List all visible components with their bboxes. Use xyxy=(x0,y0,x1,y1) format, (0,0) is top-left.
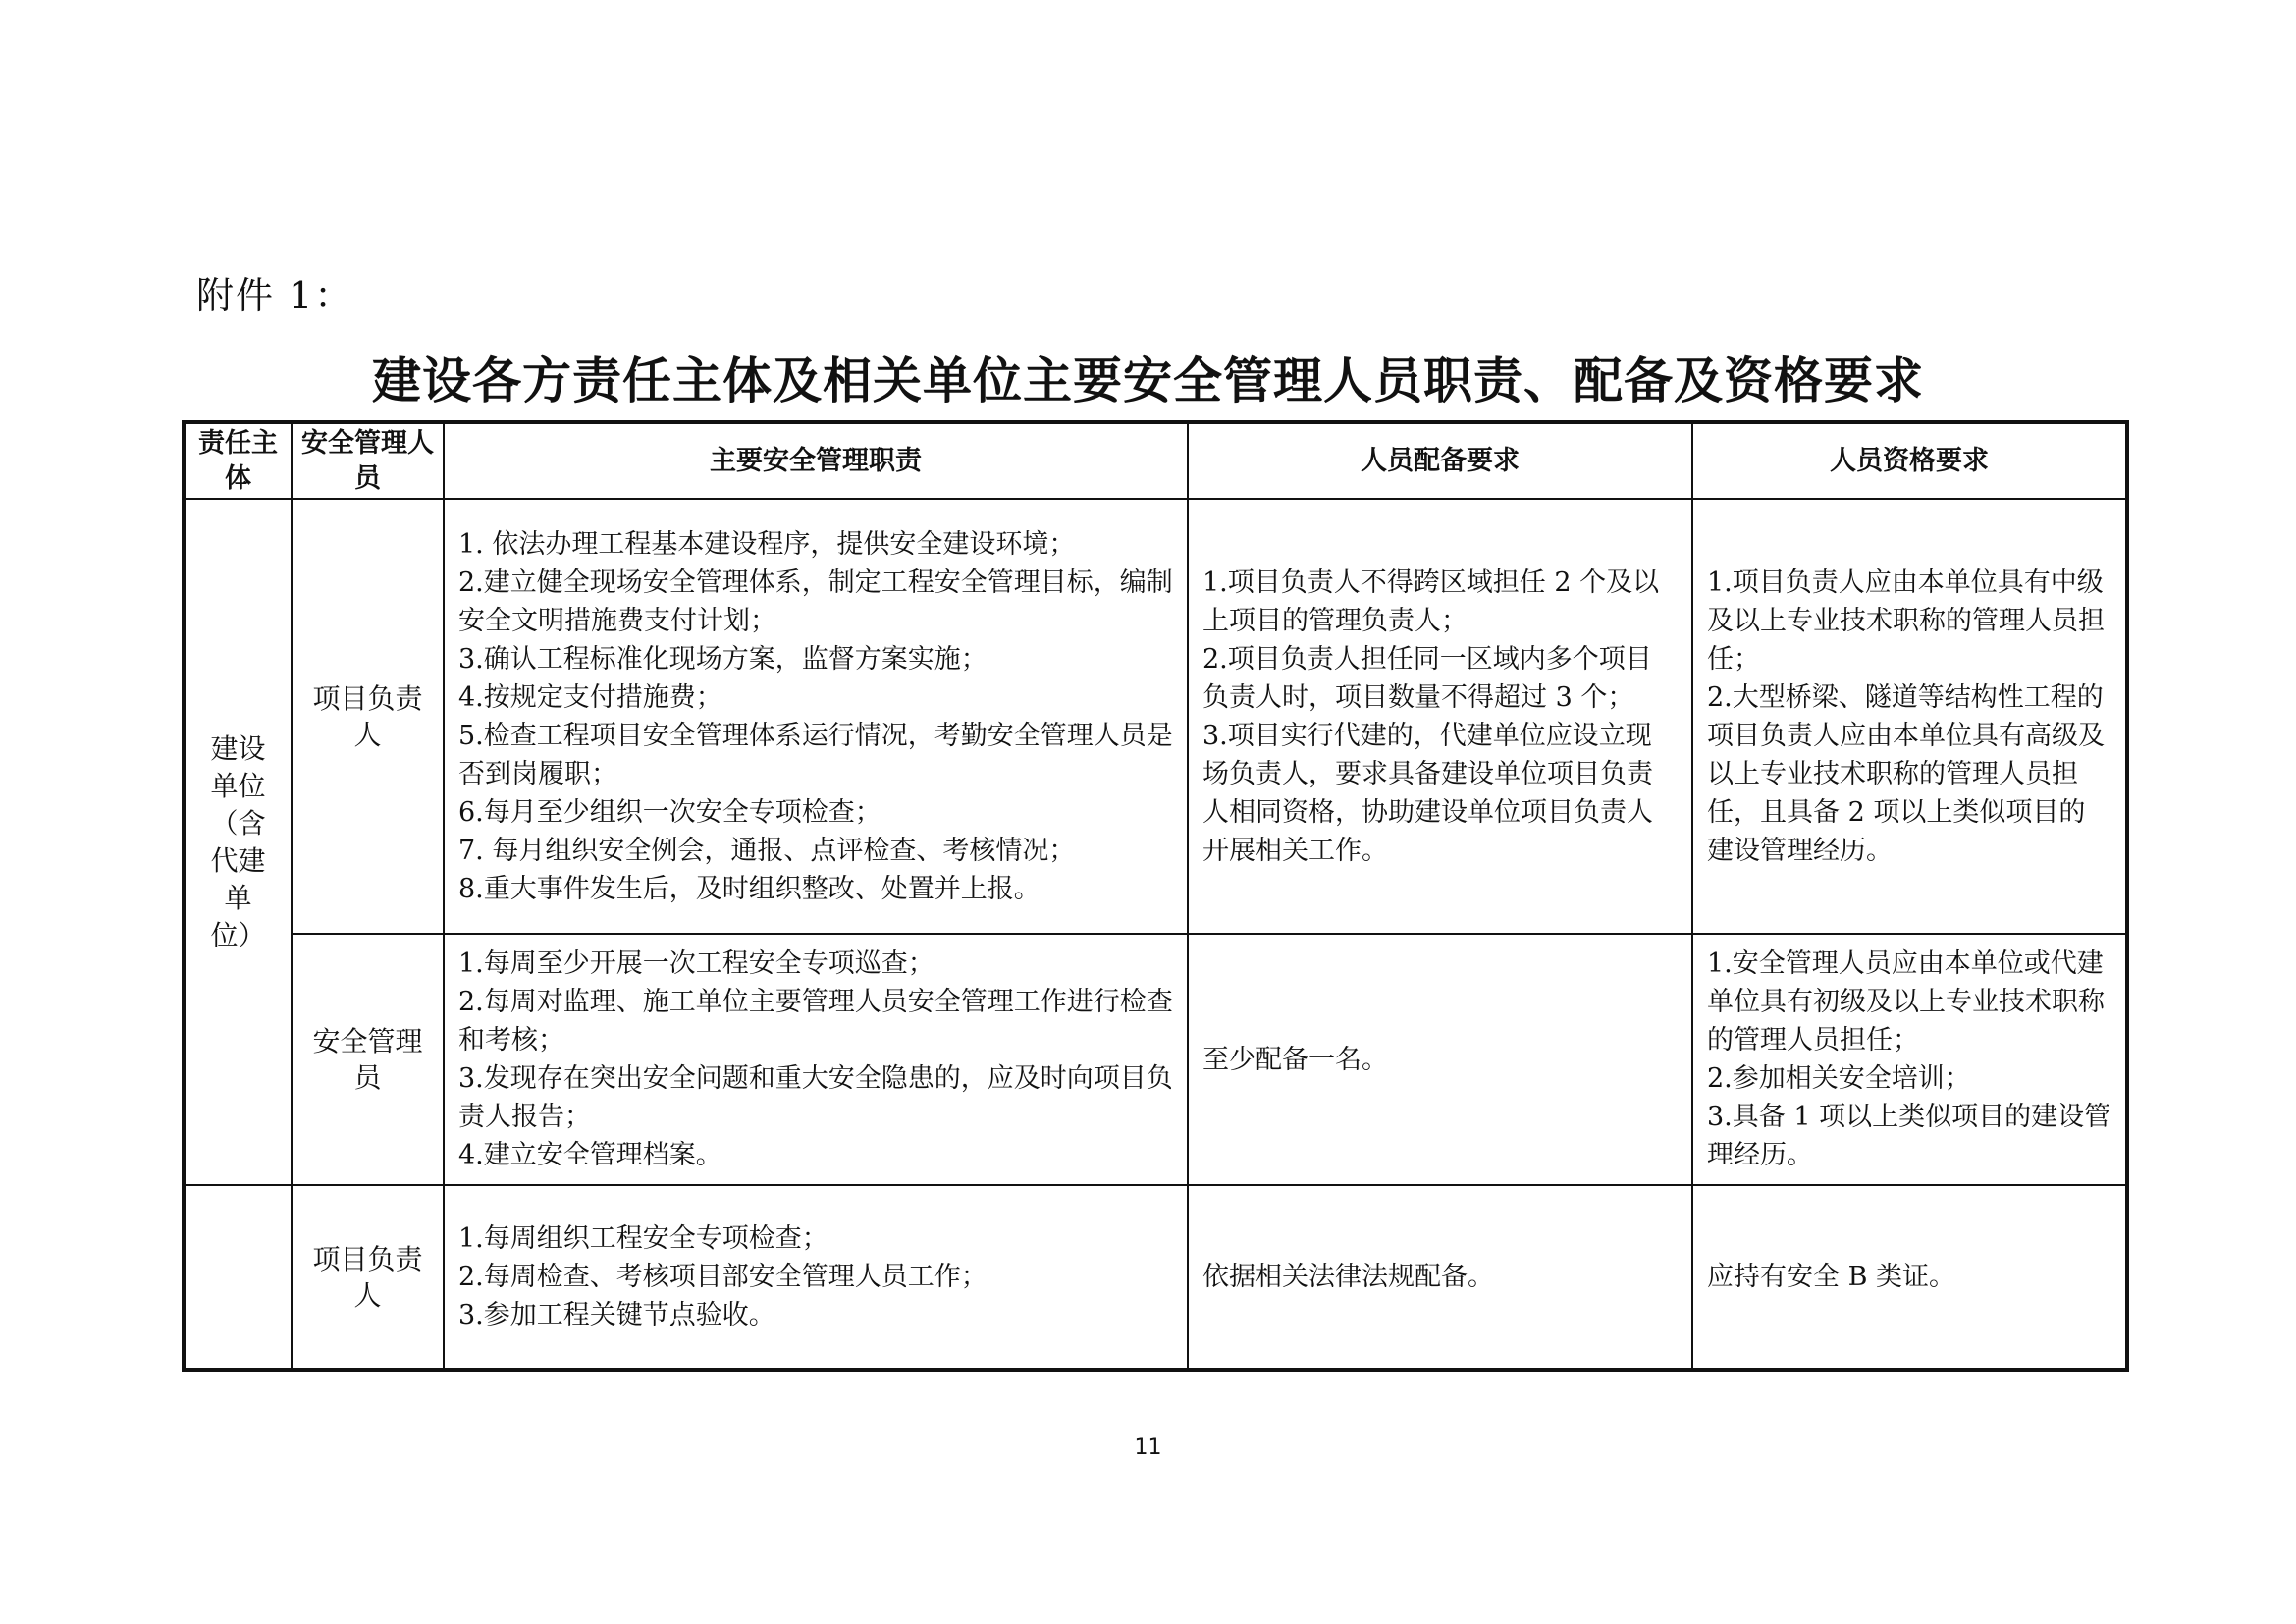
qualification-item: 1.项目负责人应由本单位具有中级及以上专业技术职称的管理人员担任； xyxy=(1707,567,2105,675)
qualification-item: 1.安全管理人员应由本单位或代建单位具有初级及以上专业技术职称的管理人员担任； xyxy=(1707,948,2105,1056)
qualification-cell xyxy=(1692,499,2127,934)
duty-item: 4.按规定支付措施费； xyxy=(458,681,722,713)
header-entity: 责任主体 xyxy=(184,422,292,499)
staffing-cell xyxy=(1188,934,1692,1185)
duty-item: 1.每周组织工程安全专项检查； xyxy=(458,1223,828,1254)
duty-item: 2.每周检查、考核项目部安全管理人员工作； xyxy=(458,1262,988,1292)
duties-cell xyxy=(444,499,1188,934)
entity-cell xyxy=(184,1185,292,1370)
staffing-item: 3.项目实行代建的，代建单位应设立现场负责人，要求具备建设单位项目负责人相同资格，协助建设单位项目负责人开展相关工作。 xyxy=(1202,720,1653,866)
page-number: 11 xyxy=(1134,1435,1162,1460)
entity-cell xyxy=(184,499,292,1185)
table-row xyxy=(184,499,2127,934)
duty-item: 4.建立安全管理档案。 xyxy=(458,1140,722,1170)
table-row xyxy=(184,934,2127,1185)
responsibility-table xyxy=(182,420,2129,1372)
duty-item: 6.每月至少组织一次安全专项检查； xyxy=(458,796,881,828)
qualification-item: 2.大型桥梁、隧道等结构性工程的项目负责人应由本单位具有高级及以上专业技术职称的管理人员担任，且具备 2 项以上类似项目的建设管理经历。 xyxy=(1707,681,2105,866)
qualification-item: 应持有安全 B 类证。 xyxy=(1707,1262,1956,1292)
duty-item: 2.建立健全现场安全管理体系，制定工程安全管理目标，编制安全文明措施费支付计划； xyxy=(458,567,1173,636)
duty-item: 5.检查工程项目安全管理体系运行情况，考勤安全管理人员是否到岗履职； xyxy=(458,720,1173,789)
staffing-item: 1.项目负责人不得跨区域担任 2 个及以上项目的管理负责人； xyxy=(1202,567,1660,636)
qualification-item: 3.具备 1 项以上类似项目的建设管理经历。 xyxy=(1707,1102,2111,1170)
duty-item: 1.每周至少开展一次工程安全专项巡查； xyxy=(458,948,934,979)
staffing-item: 至少配备一名。 xyxy=(1202,1044,1388,1075)
duty-item: 8.重大事件发生后，及时组织整改、处置并上报。 xyxy=(458,873,1041,904)
attachment-label: 附件 1： xyxy=(196,274,354,317)
document-title: 建设各方责任主体及相关单位主要安全管理人员职责、配备及资格要求 xyxy=(372,352,1924,409)
qualification-cell xyxy=(1692,1185,2127,1370)
header-duties: 主要安全管理职责 xyxy=(444,422,1188,499)
duty-item: 3.参加工程关键节点验收。 xyxy=(458,1300,775,1330)
header-qualification: 人员资格要求 xyxy=(1692,422,2127,499)
duty-item: 7. 每月组织安全例会，通报、点评检查、考核情况； xyxy=(458,835,1076,866)
person-cell: 安全管理员 xyxy=(292,934,444,1185)
duty-item: 1. 依法办理工程基本建设程序，提供安全建设环境； xyxy=(458,528,1076,560)
duty-item: 3.确认工程标准化现场方案，监督方案实施； xyxy=(458,643,988,675)
entity-name: 建设单位（含代建单位） xyxy=(210,731,266,951)
table-row xyxy=(184,1185,2127,1370)
duty-item: 2.每周对监理、施工单位主要管理人员安全管理工作进行检查和考核； xyxy=(458,987,1173,1056)
staffing-cell xyxy=(1188,1185,1692,1370)
person-cell: 项目负责人 xyxy=(292,499,444,934)
header-person: 安全管理人员 xyxy=(292,422,444,499)
table-header-row xyxy=(184,422,2127,499)
staffing-item: 依据相关法律法规配备。 xyxy=(1202,1262,1494,1292)
header-staffing: 人员配备要求 xyxy=(1188,422,1692,499)
staffing-cell xyxy=(1188,499,1692,934)
staffing-item: 2.项目负责人担任同一区域内多个项目负责人时，项目数量不得超过 3 个； xyxy=(1202,643,1652,713)
duty-item: 3.发现存在突出安全问题和重大安全隐患的，应及时向项目负责人报告； xyxy=(458,1063,1173,1132)
duties-cell xyxy=(444,934,1188,1185)
qualification-cell xyxy=(1692,934,2127,1185)
duties-cell xyxy=(444,1185,1188,1370)
person-cell: 项目负责人 xyxy=(292,1185,444,1370)
qualification-item: 2.参加相关安全培训； xyxy=(1707,1063,1971,1094)
